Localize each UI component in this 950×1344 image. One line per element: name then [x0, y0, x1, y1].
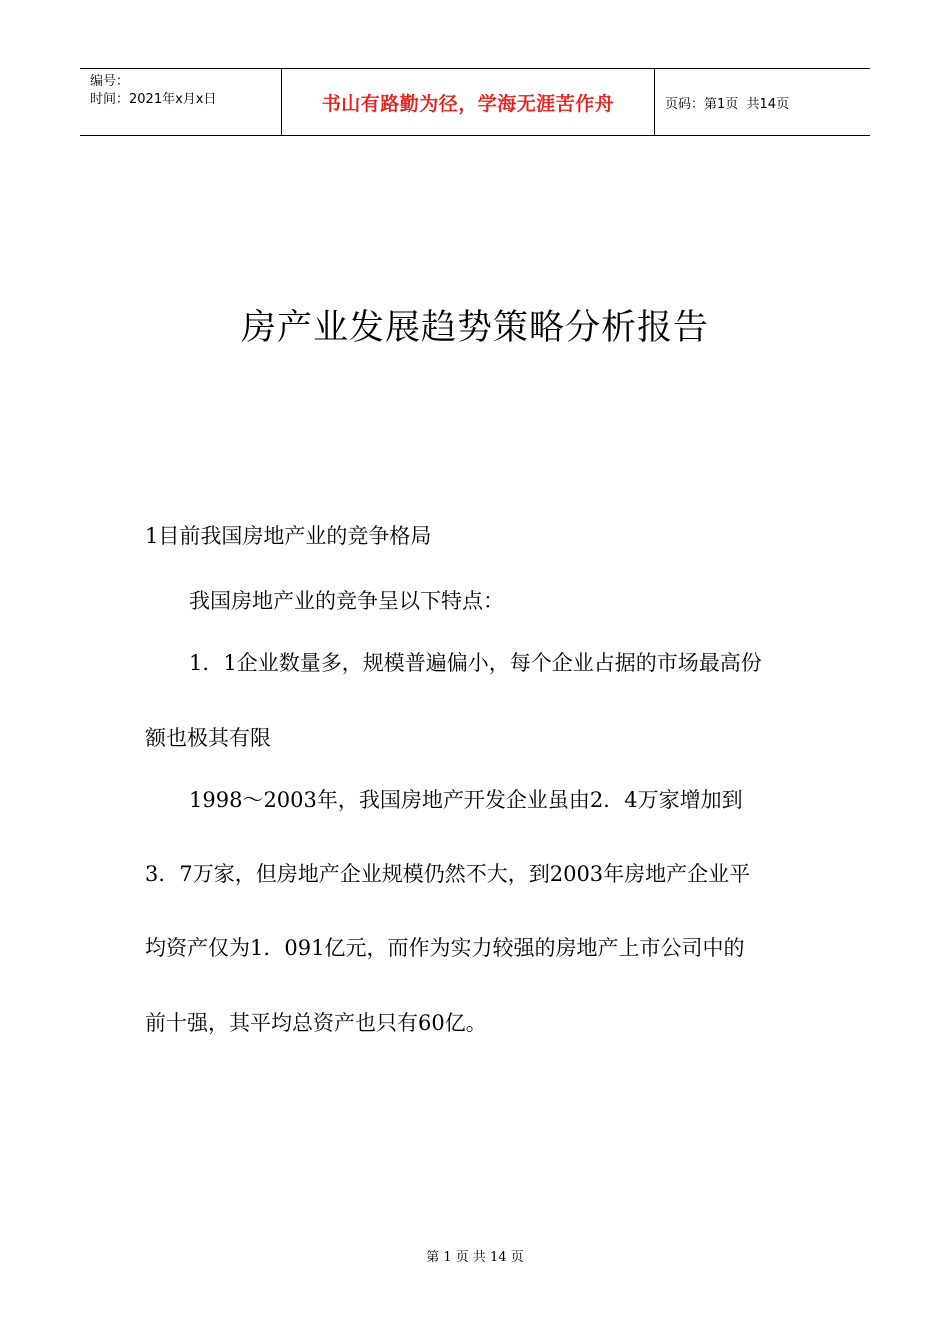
- section-heading: 1目前我国房地产业的竞争格局: [145, 524, 432, 548]
- document-number-label: 编号：: [90, 74, 130, 89]
- header-motto: 书山有路勤为径，学海无涯苦作舟: [281, 69, 655, 135]
- page-footer: 第 1 页 共 14 页: [426, 1250, 524, 1265]
- document-title: 房产业发展趋势策略分析报告: [240, 308, 709, 348]
- paragraph-line-2: 3．7万家，但房地产企业规模仍然不大，到2003年房地产企业平: [145, 862, 751, 886]
- header-info-cell: [80, 69, 281, 135]
- intro-paragraph: 我国房地产业的竞争呈以下特点：: [189, 589, 504, 613]
- document-time-label: 时间：2021年x月x日: [90, 92, 217, 107]
- paragraph-line-3: 均资产仅为1．091亿元，而作为实力较强的房地产上市公司中的: [145, 936, 745, 960]
- header-page-info: 页码：第1页 共14页: [665, 96, 790, 112]
- point-line-1: 1．1企业数量多，规模普遍偏小，每个企业占据的市场最高份: [189, 651, 762, 675]
- paragraph-line-1: 1998～2003年，我国房地产开发企业虽由2．4万家增加到: [189, 788, 743, 812]
- header-table: [80, 68, 870, 136]
- paragraph-line-4: 前十强，其平均总资产也只有60亿。: [145, 1011, 487, 1035]
- point-line-2: 额也极其有限: [145, 726, 271, 750]
